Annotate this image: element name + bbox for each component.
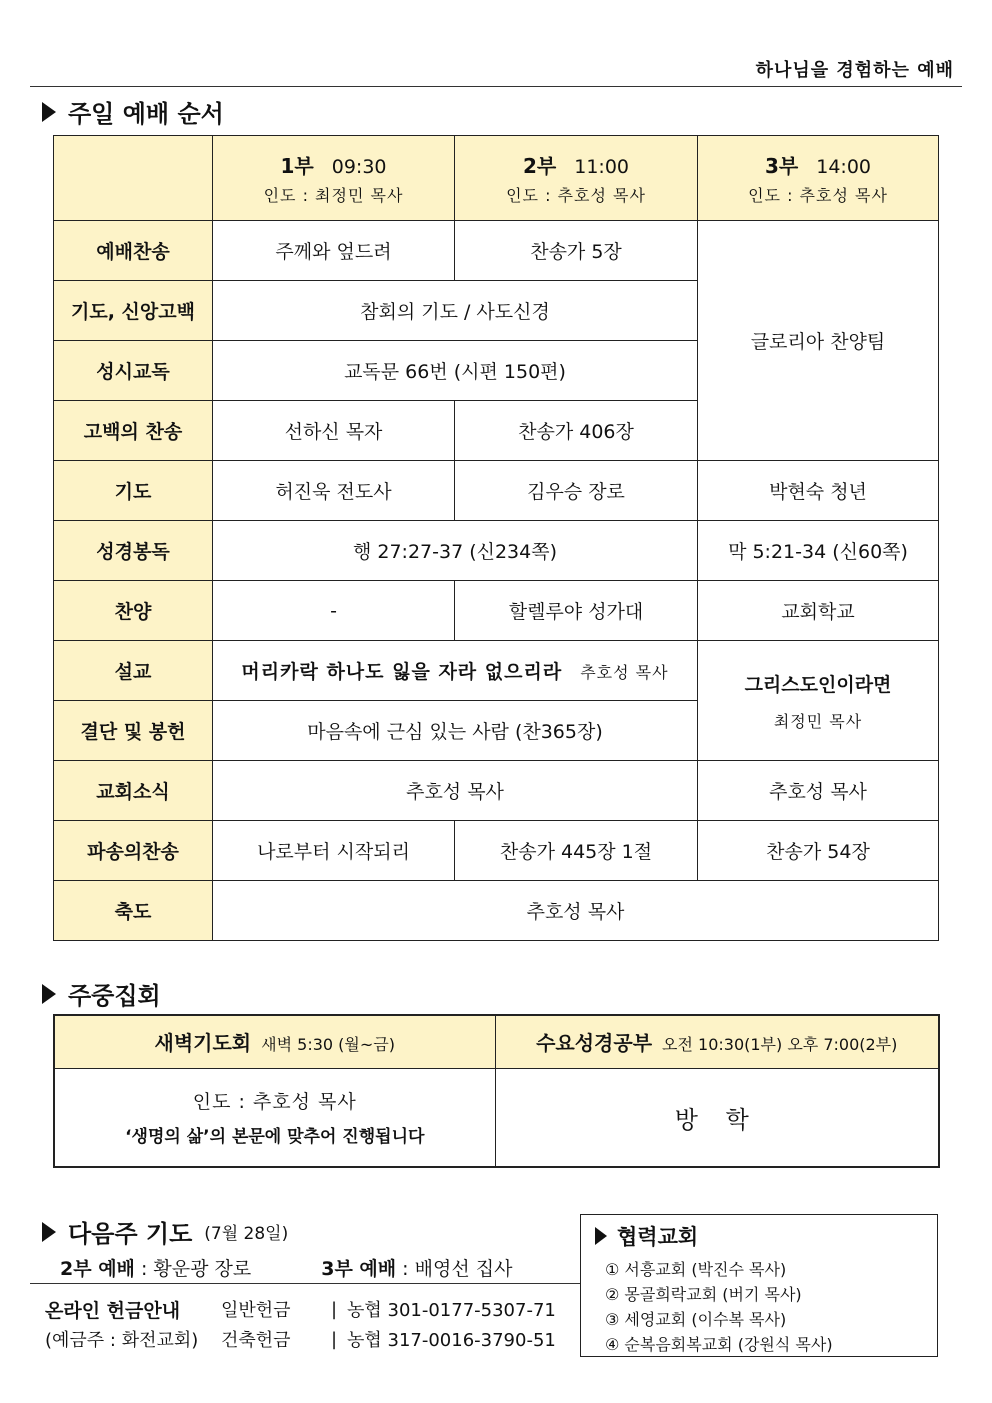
- row-news: [54, 761, 939, 821]
- giving-row: 온라인 헌금안내 일반헌금 | 농협 301-0177-5307-71: [45, 1294, 556, 1324]
- next-prayer-title: [42, 1214, 288, 1249]
- weekly-body-row: [54, 1068, 939, 1167]
- giving-row: (예금주 : 화전교회) 건축헌금 | 농협 317-0016-3790-51: [45, 1324, 556, 1354]
- row-label: 성경봉독: [54, 521, 213, 581]
- dawn-header: 새벽기도회 새벽 5:30 (월~금): [54, 1015, 495, 1068]
- partner-item: ② 몽골희락교회 (버기 목사): [605, 1285, 802, 1304]
- header-tagline: 하나님을 경험하는 예배: [755, 60, 954, 81]
- triangle-bullet-icon: [42, 1222, 56, 1242]
- partner-item: ① 서흥교회 (박진수 목사): [605, 1260, 787, 1279]
- cell-s1: 주께와 엎드려: [213, 221, 455, 281]
- triangle-bullet-icon: [42, 984, 56, 1004]
- cell-s3: 박현숙 청년: [698, 461, 939, 521]
- next-prayer-date: (7월 28일): [204, 1224, 289, 1244]
- wednesday-body: [495, 1068, 939, 1167]
- cell-s1: 나로부터 시작되리: [213, 821, 455, 881]
- cell-s12: 마음속에 근심 있는 사람 (찬365장): [213, 701, 698, 761]
- sermon-title: 머리카락 하나도 잃을 자라 없으리라: [241, 661, 563, 683]
- dawn-leader: 인도 : 추호성 목사: [192, 1091, 357, 1114]
- row-label: 성시교독: [54, 341, 213, 401]
- row-hymn: [54, 221, 939, 281]
- corner-cell: [54, 136, 213, 221]
- row-prayer: [54, 461, 939, 521]
- row-label: 예배찬송: [54, 221, 213, 281]
- cell-s12: 교독문 66번 (시편 150편): [213, 341, 698, 401]
- cell-s1: 선하신 목자: [213, 401, 455, 461]
- cell-s1: 허진욱 전도사: [213, 461, 455, 521]
- giving-account: 농협 317-0016-3790-51: [347, 1330, 556, 1351]
- cell-s12: 행 27:27-37 (신234쪽): [213, 521, 698, 581]
- next-prayer-title-text: 다음주 기도: [68, 1220, 193, 1248]
- sunday-order-table: [53, 135, 939, 941]
- header-divider: [30, 86, 962, 87]
- sunday-section-title: [42, 94, 224, 129]
- wednesday-header: 수요성경공부 오전 10:30(1부) 오후 7:00(2부): [495, 1015, 939, 1068]
- weekly-title-text: 주중집회: [68, 982, 161, 1010]
- row-label: 설교: [54, 641, 213, 701]
- sunday-title-text: 주일 예배 순서: [68, 100, 224, 128]
- cell-s2: 찬송가 406장: [455, 401, 698, 461]
- s3-sermon-preacher: 최정민 목사: [773, 711, 863, 731]
- cell-s3: 찬송가 54장: [698, 821, 939, 881]
- triangle-bullet-icon: [42, 102, 56, 122]
- services-header-row: [54, 136, 939, 221]
- cell-s3: 교회학교: [698, 581, 939, 641]
- row-praise: [54, 581, 939, 641]
- cell-s2: 찬송가 445장 1절: [455, 821, 698, 881]
- giving-holder: (예금주 : 화전교회): [45, 1330, 199, 1351]
- cell-s3-sermon: [698, 641, 939, 761]
- wednesday-status: 방 학: [674, 1105, 759, 1134]
- partner-churches-box: [580, 1214, 938, 1357]
- row-label: 축도: [54, 881, 213, 941]
- giving-account: 농협 301-0177-5307-71: [347, 1300, 556, 1321]
- row-label: 기도, 신앙고백: [54, 281, 213, 341]
- partner-item: ③ 세영교회 (이수복 목사): [605, 1310, 787, 1329]
- row-label: 기도: [54, 461, 213, 521]
- row-benediction: [54, 881, 939, 941]
- cell-s2: 김우승 장로: [455, 461, 698, 521]
- row-label: 결단 및 봉헌: [54, 701, 213, 761]
- cell-s3: 추호성 목사: [698, 761, 939, 821]
- cell-s2: 찬송가 5장: [455, 221, 698, 281]
- row-label: 파송의찬송: [54, 821, 213, 881]
- service-1-header: 1부 09:30 인도 : 최정민 목사: [213, 136, 455, 221]
- s3-sermon-title: 그리스도인이라면: [744, 673, 892, 696]
- online-giving: [45, 1294, 556, 1354]
- triangle-bullet-icon: [595, 1227, 607, 1245]
- sermon-preacher: 추호성 목사: [580, 663, 669, 682]
- service-3-header: 3부 14:00 인도 : 추호성 목사: [698, 136, 939, 221]
- cell-s3: 막 5:21-34 (신60쪽): [698, 521, 939, 581]
- service-2-header: 2부 11:00 인도 : 추호성 목사: [455, 136, 698, 221]
- row-label: 찬양: [54, 581, 213, 641]
- dawn-body: [54, 1068, 495, 1167]
- next-prayer-assignments: 2부 예배 : 황운광 장로 3부 예배 : 배영선 집사: [60, 1258, 513, 1280]
- cell-s2: 할렐루야 성가대: [455, 581, 698, 641]
- row-sending: [54, 821, 939, 881]
- giving-title: 온라인 헌금안내: [45, 1299, 181, 1322]
- row-label: 고백의 찬송: [54, 401, 213, 461]
- cell-s12: 추호성 목사: [213, 761, 698, 821]
- cell-s12: 참회의 기도 / 사도신경: [213, 281, 698, 341]
- dawn-note: ‘생명의 삶’의 본문에 맞추어 진행됩니다: [125, 1127, 425, 1148]
- partner-title: 협력교회: [595, 1221, 923, 1251]
- bottom-divider: [30, 1283, 580, 1284]
- weekly-table: [53, 1014, 940, 1168]
- cell-sermon: [213, 641, 698, 701]
- cell-all: 추호성 목사: [213, 881, 939, 941]
- partner-item: ④ 순복음회복교회 (강원식 목사): [605, 1335, 833, 1354]
- weekly-section-title: [42, 976, 161, 1011]
- cell-s3-praise-team: 글로리아 찬양팀: [698, 221, 939, 461]
- cell-s1: -: [213, 581, 455, 641]
- row-sermon: [54, 641, 939, 701]
- row-scripture: [54, 521, 939, 581]
- row-label: 교회소식: [54, 761, 213, 821]
- weekly-header-row: [54, 1015, 939, 1068]
